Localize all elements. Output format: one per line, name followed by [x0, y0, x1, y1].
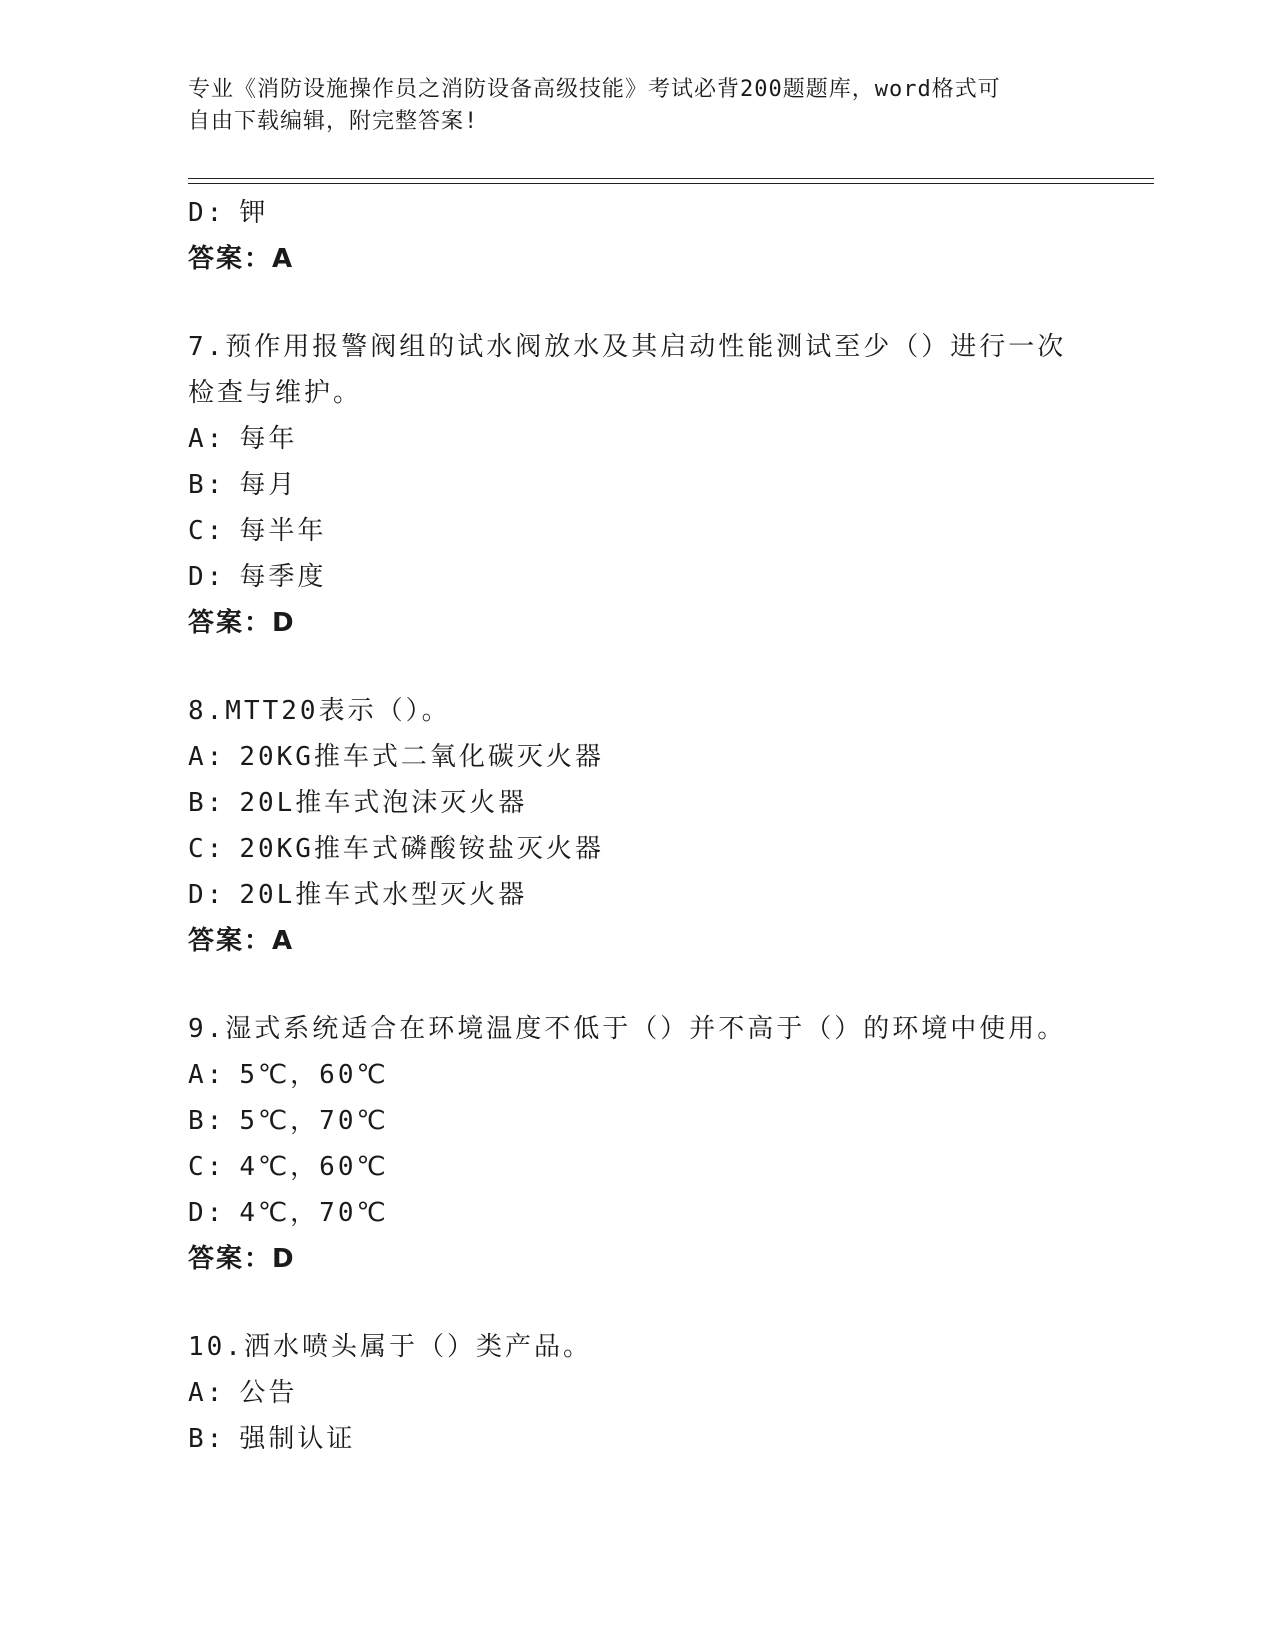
question-stem-continued: 检查与维护。 [188, 378, 363, 408]
question-8 [188, 688, 1088, 964]
option-text: 公告 [239, 1378, 298, 1408]
question-stem: 10.洒水喷头属于（）类产品。 [188, 1332, 592, 1362]
question-10 [188, 1324, 1088, 1462]
option-d [188, 554, 1088, 600]
option-a [188, 1052, 1088, 1098]
option-letter: A: [188, 424, 226, 454]
option-text: 4℃，70℃ [239, 1198, 389, 1228]
option-letter: B: [188, 788, 226, 818]
option-letter: D: [188, 562, 226, 592]
question-stem: 8.MTT20表示（）。 [188, 696, 451, 726]
answer-line: 答案：A [188, 926, 295, 956]
option-letter: A: [188, 1060, 226, 1090]
option-a [188, 734, 1088, 780]
option-b [188, 780, 1088, 826]
option-b [188, 1416, 1088, 1462]
option-letter: C: [188, 516, 226, 546]
option-text: 每半年 [239, 516, 327, 546]
option-letter: D: [188, 880, 226, 910]
option-text: 20L推车式泡沫灭火器 [239, 788, 528, 818]
option-letter: C: [188, 1152, 226, 1182]
option-text: 5℃，70℃ [239, 1106, 389, 1136]
option-d [188, 1190, 1088, 1236]
option-text: 20L推车式水型灭火器 [239, 880, 528, 910]
option-letter: D: [188, 198, 226, 228]
option-b [188, 1098, 1088, 1144]
answer-line: 答案：D [188, 1244, 296, 1274]
header-line-1: 专业《消防设施操作员之消防设备高级技能》考试必背200题题库，word格式可 [188, 77, 1001, 102]
header-line-2: 自由下载编辑，附完整答案! [188, 109, 479, 134]
option-a [188, 1370, 1088, 1416]
option-d [188, 190, 1088, 236]
option-letter: D: [188, 1198, 226, 1228]
option-text: 20KG推车式二氧化碳灭火器 [239, 742, 604, 772]
header-divider-bottom [188, 183, 1154, 184]
option-d [188, 872, 1088, 918]
option-c [188, 826, 1088, 872]
header-divider-top [188, 178, 1154, 179]
option-letter: A: [188, 742, 226, 772]
option-text: 每月 [239, 470, 298, 500]
question-7 [188, 324, 1088, 646]
question-stem: 7.预作用报警阀组的试水阀放水及其启动性能测试至少（）进行一次 [188, 332, 1067, 362]
question-stem: 9.湿式系统适合在环境温度不低于（）并不高于（）的环境中使用。 [188, 1014, 1067, 1044]
option-c [188, 1144, 1088, 1190]
option-letter: B: [188, 470, 226, 500]
question-9 [188, 1006, 1088, 1282]
option-letter: A: [188, 1378, 226, 1408]
option-text: 5℃，60℃ [239, 1060, 389, 1090]
answer-line: 答案：D [188, 608, 296, 638]
question-list [188, 190, 1088, 1462]
option-text: 钾 [239, 198, 269, 228]
option-letter: B: [188, 1424, 226, 1454]
option-letter: B: [188, 1106, 226, 1136]
option-letter: C: [188, 834, 226, 864]
option-text: 20KG推车式磷酸铵盐灭火器 [239, 834, 604, 864]
option-text: 每季度 [239, 562, 327, 592]
answer-line: 答案：A [188, 244, 295, 274]
option-c [188, 508, 1088, 554]
document-header [188, 74, 1068, 138]
option-text: 每年 [239, 424, 298, 454]
option-text: 4℃，60℃ [239, 1152, 389, 1182]
option-b [188, 462, 1088, 508]
option-a [188, 416, 1088, 462]
option-text: 强制认证 [239, 1424, 356, 1454]
